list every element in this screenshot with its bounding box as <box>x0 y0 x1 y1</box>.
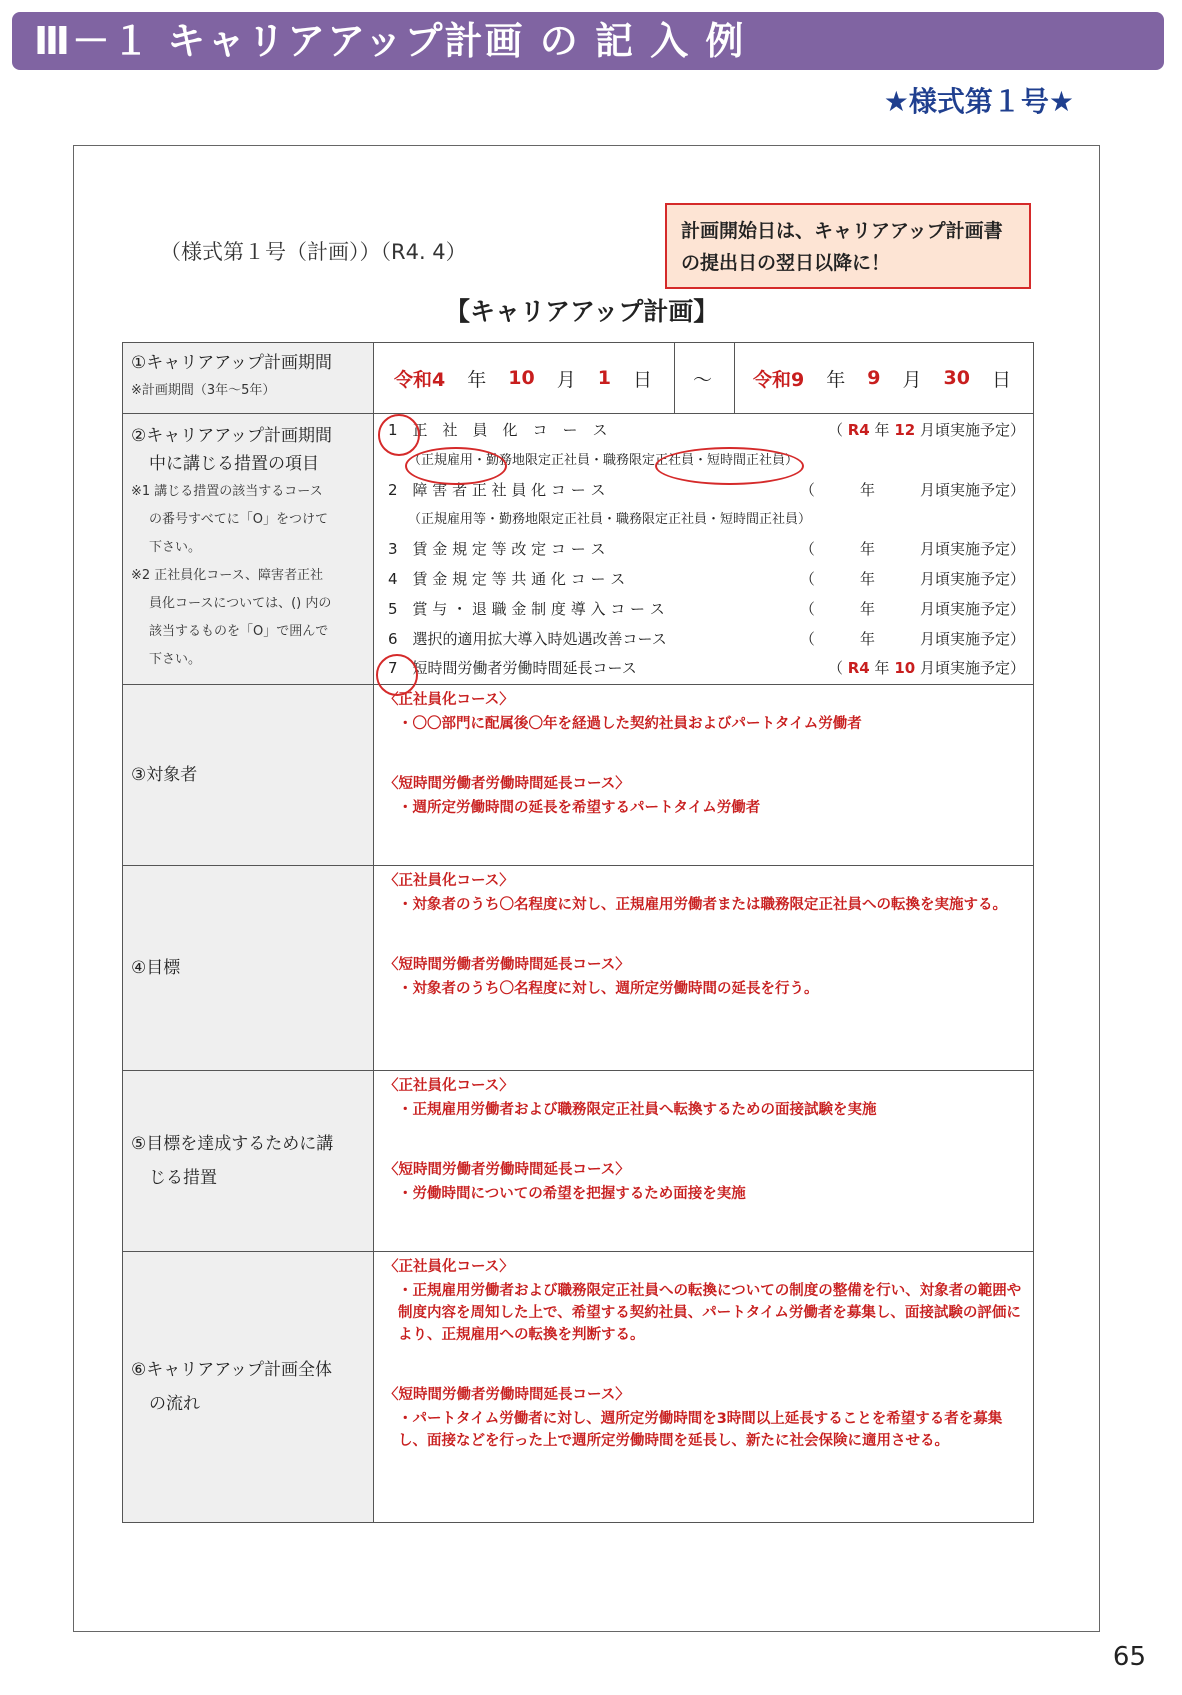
goal-label-cell <box>123 866 374 1071</box>
sched-open: （ <box>827 659 843 678</box>
measures-label-1: ②キャリアアップ計画期間 <box>131 426 333 446</box>
flow-label-2: の流れ <box>149 1394 200 1415</box>
flow-course-2-head: 〈短時間労働者労働時間延長コース〉 <box>384 1387 630 1404</box>
sched-open: （ <box>799 480 815 499</box>
flow-course-2-item: ・パートタイム労働者に対し、週所定労働時間を3時間以上延長することを希望する者を募集し、面接などを行った上で週所定労働時間を延長し、新たに社会保険に適用させる。 <box>398 1411 1003 1450</box>
sched-year-unit: 年 <box>859 629 875 648</box>
circle-course-7-marker <box>376 654 418 696</box>
course-7 <box>388 654 1033 684</box>
sched-close: 月頃実施予定） <box>919 421 1025 439</box>
course-7-month: 10 <box>894 659 916 678</box>
course-4-schedule <box>800 565 1025 595</box>
goal-course-2-head: 〈短時間労働者労働時間延長コース〉 <box>384 957 630 974</box>
period-label-cell <box>123 343 374 414</box>
course-6 <box>388 625 1033 655</box>
sched-open: （ <box>799 569 815 588</box>
measures-note-4: ※2 正社員化コース、障害者正社 <box>131 568 324 583</box>
target-course-1-item: ・〇〇部門に配属後〇年を経過した契約社員およびパートタイム労働者 <box>398 716 862 733</box>
actions-course-1-head: 〈正社員化コース〉 <box>384 1078 514 1095</box>
sched-year-unit: 年 <box>859 540 875 559</box>
sched-year-unit: 年 <box>874 659 890 678</box>
spacer <box>384 1121 1023 1159</box>
sched-close: 月頃実施予定） <box>919 599 1025 618</box>
course-2-schedule <box>800 476 1025 506</box>
end-era: 令和9 <box>752 368 805 391</box>
goal-course-1-item: ・対象者のうち〇名程度に対し、正規雇用労働者または職務限定正社員への転換を実施する。 <box>398 897 1007 914</box>
spacer <box>384 1346 1023 1384</box>
sched-open: （ <box>799 540 815 559</box>
course-1-sub: （正規雇用・勤務地限定正社員・職務限定正社員・短時間正社員） <box>408 452 799 468</box>
sched-open: （ <box>799 629 815 648</box>
course-1-schedule <box>828 416 1025 446</box>
actions-label-cell <box>123 1071 374 1252</box>
sched-close: 月頃実施予定） <box>919 569 1025 588</box>
course-5-schedule <box>800 595 1025 625</box>
measures-note-3: 下さい。 <box>149 540 202 555</box>
form-id: （様式第１号（計画））（R4. 4） <box>160 240 467 264</box>
start-month: 10 <box>508 367 535 389</box>
flow-content-cell <box>374 1252 1034 1523</box>
section-title: Ⅲ－１ キャリアアップ計画 の 記 入 例 <box>34 19 746 63</box>
document-heading: 【キャリアアップ計画】 <box>445 297 719 326</box>
course-1 <box>388 416 1033 446</box>
row-flow <box>123 1252 1034 1523</box>
goal-course-2-item: ・対象者のうち〇名程度に対し、週所定労働時間の延長を行う。 <box>398 981 819 998</box>
period-value-cell <box>374 343 1034 414</box>
callout-box <box>665 203 1031 289</box>
sched-open: （ <box>827 421 843 439</box>
target-content-cell <box>374 685 1034 866</box>
flow-label-1: ⑥キャリアアップ計画全体 <box>131 1360 333 1381</box>
course-2-text: 2 障 害 者 正 社 員 化 コ ー ス <box>388 480 606 499</box>
end-day: 30 <box>943 367 970 389</box>
row-goal <box>123 866 1034 1071</box>
goal-label: ④目標 <box>131 958 181 979</box>
course-3 <box>388 535 1033 565</box>
actions-course-2-head: 〈短時間労働者労働時間延長コース〉 <box>384 1162 630 1179</box>
circle-job-limited-marker <box>655 447 804 485</box>
course-7-year: R4 <box>847 659 870 678</box>
measures-note-6: 該当するものを「O」で囲んで <box>149 624 329 639</box>
goal-content-cell <box>374 866 1034 1071</box>
period-divider-right <box>734 343 735 413</box>
actions-label-2: じる措置 <box>149 1168 217 1189</box>
flow-course-1-head: 〈正社員化コース〉 <box>384 1259 514 1276</box>
sched-year-unit: 年 <box>874 421 890 439</box>
flow-label-cell <box>123 1252 374 1523</box>
measures-label-2: 中に講じる措置の項目 <box>149 454 319 474</box>
actions-content-cell <box>374 1071 1034 1252</box>
flow-content <box>374 1252 1033 1456</box>
actions-content <box>374 1071 1033 1209</box>
row-actions <box>123 1071 1034 1252</box>
actions-label-1: ⑤目標を達成するために講 <box>131 1134 334 1155</box>
course-4 <box>388 565 1033 595</box>
course-7-text: 7 短時間労働者労働時間延長コース <box>388 659 637 678</box>
start-month-unit: 月 <box>556 368 576 391</box>
course-1-month: 12 <box>894 421 916 439</box>
sched-close: 月頃実施予定） <box>919 659 1025 678</box>
period-divider-left <box>674 343 675 413</box>
row-measures <box>123 414 1034 685</box>
sched-close: 月頃実施予定） <box>919 540 1025 559</box>
course-7-schedule <box>828 654 1025 684</box>
row-period <box>123 343 1034 414</box>
circle-regular-employment-marker <box>405 447 507 485</box>
period-label: ①キャリアアップ計画期間 <box>131 353 333 373</box>
form-label: ★様式第１号★ <box>883 85 1074 118</box>
circle-course-1-marker <box>378 414 420 456</box>
target-label: ③対象者 <box>131 765 198 786</box>
measures-note-7: 下さい。 <box>149 652 202 667</box>
sched-close: 月頃実施予定） <box>919 629 1025 648</box>
course-5 <box>388 595 1033 625</box>
course-1-year: R4 <box>847 421 870 439</box>
start-day-unit: 日 <box>632 368 652 391</box>
measures-note-2: の番号すべてに「O」をつけて <box>149 512 328 527</box>
callout-line-1: 計画開始日は、キャリアアップ計画書 <box>681 220 1003 242</box>
course-6-text: 6 選択的適用拡大導入時処遇改善コース <box>388 629 667 648</box>
goal-content <box>374 866 1033 1004</box>
end-month-unit: 月 <box>902 368 922 391</box>
measures-label-cell <box>123 414 374 685</box>
course-3-text: 3 賃 金 規 定 等 改 定 コ ー ス <box>388 540 606 559</box>
course-3-schedule <box>800 535 1025 565</box>
period-tilde: ～ <box>692 368 712 391</box>
callout-text <box>681 215 1003 279</box>
measures-note-1: ※1 講じる措置の該当するコース <box>131 484 323 499</box>
flow-course-1-item: ・正規雇用労働者および職務限定正社員への転換についての制度の整備を行い、対象者の範囲や制度内容を周知した上で、希望する契約社員、パートタイム労働者を募集し、面接試験の評価により、正規雇用への転換を判断する。 <box>398 1283 1022 1344</box>
target-content <box>374 685 1033 823</box>
goal-course-1-head: 〈正社員化コース〉 <box>384 873 514 890</box>
end-day-unit: 日 <box>991 368 1011 391</box>
target-label-cell <box>123 685 374 866</box>
sched-open: （ <box>799 599 815 618</box>
end-month: 9 <box>867 367 881 389</box>
spacer <box>384 735 1023 773</box>
period-note: ※計画期間（3年～5年） <box>131 383 276 398</box>
sched-year-unit: 年 <box>859 480 875 499</box>
page-number: 65 <box>1112 1642 1146 1672</box>
actions-course-1-item: ・正規雇用労働者および職務限定正社員へ転換するための面接試験を実施 <box>398 1102 877 1119</box>
actions-course-2-item: ・労働時間についての希望を把握するため面接を実施 <box>398 1186 746 1203</box>
period-values <box>374 343 1033 413</box>
row-target <box>123 685 1034 866</box>
sched-close: 月頃実施予定） <box>919 480 1025 499</box>
section-banner <box>12 12 1164 70</box>
target-course-2-head: 〈短時間労働者労働時間延長コース〉 <box>384 776 630 793</box>
spacer <box>384 916 1023 954</box>
course-6-schedule <box>800 625 1025 655</box>
end-year-unit: 年 <box>826 368 846 391</box>
measures-note-5: 員化コースについては、() 内の <box>149 596 332 611</box>
course-1-text: 1 正 社 員 化 コ ー ス <box>388 421 608 439</box>
callout-line-2: の提出日の翌日以降に！ <box>681 252 891 274</box>
start-era: 令和4 <box>394 368 446 391</box>
start-day: 1 <box>597 367 611 389</box>
course-2-sub: （正規雇用等・勤務地限定正社員・職務限定正社員・短時間正社員） <box>408 512 812 528</box>
course-4-text: 4 賃 金 規 定 等 共 通 化 コ ー ス <box>388 569 626 588</box>
sched-year-unit: 年 <box>859 599 875 618</box>
target-course-2-item: ・週所定労働時間の延長を希望するパートタイム労働者 <box>398 800 761 817</box>
course-5-text: 5 賞 与 ・ 退 職 金 制 度 導 入 コ ー ス <box>388 599 665 618</box>
sched-year-unit: 年 <box>859 569 875 588</box>
career-up-plan-table <box>122 342 1034 1523</box>
start-year-unit: 年 <box>467 368 487 391</box>
target-course-1-head: 〈正社員化コース〉 <box>384 692 514 709</box>
